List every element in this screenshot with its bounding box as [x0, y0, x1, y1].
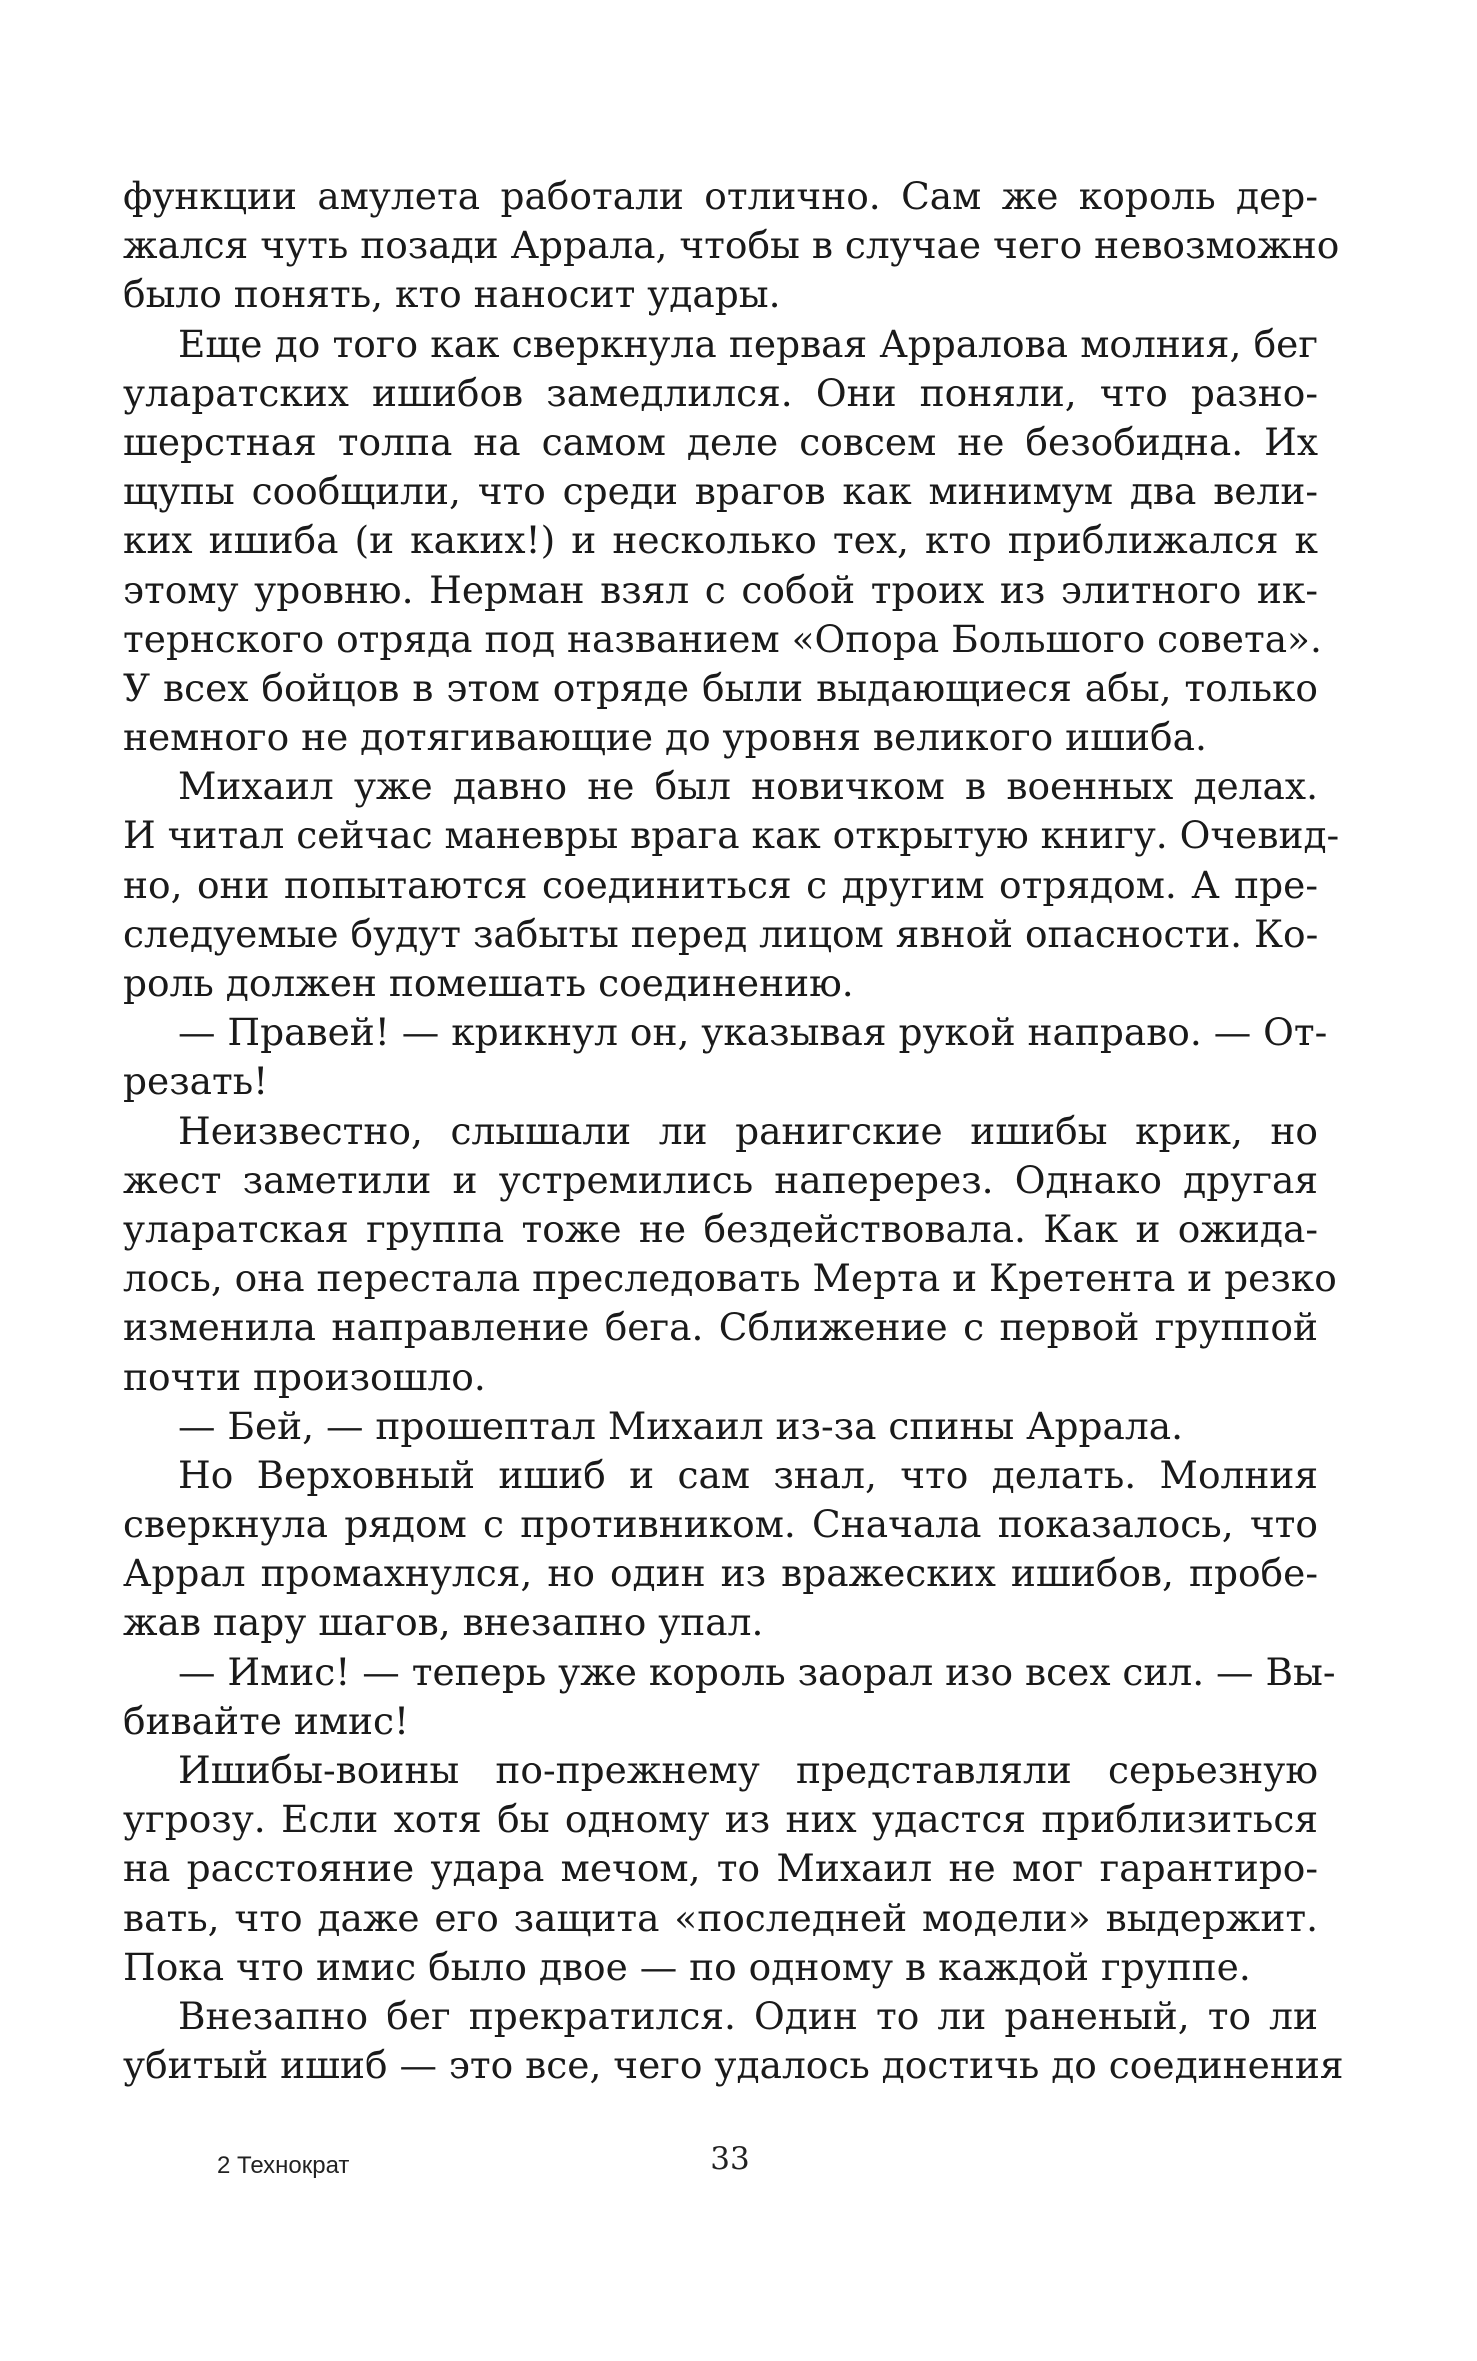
- text-line: Но Верховный ишиб и сам знал, что делать. Молния: [178, 1452, 1318, 1497]
- text-line: ких ишиба (и каких!) и несколько тех, кто приближался к: [123, 518, 1318, 563]
- text-line: тернского отряда под названием «Опора Большого совета».: [123, 616, 1322, 661]
- text-line: Ишибы-воины по-прежнему представляли серьезную: [178, 1748, 1318, 1792]
- text-line: жав пару шагов, внезапно упал.: [123, 1600, 764, 1645]
- text-line: на расстояние удара мечом, то Михаил не мог гарантиро-: [123, 1846, 1318, 1891]
- text-line: Михаил уже давно не был новичком в военных делах.: [178, 764, 1318, 809]
- text-line: Внезапно бег прекратился. Один то ли раненый, то ли: [178, 1993, 1318, 2038]
- text-line: убитый ишиб — это все, чего удалось достичь до соединения: [123, 2043, 1344, 2088]
- text-line: бивайте имис!: [123, 1698, 410, 1743]
- text-line: функции амулета работали отлично. Сам же король дер-: [123, 174, 1318, 218]
- text-line: следуемые будут забыты перед лицом явной опасности. Ко-: [123, 911, 1319, 956]
- text-line: почти произошло.: [123, 1354, 486, 1399]
- text-line: немного не дотягивающие до уровня великого ишиба.: [123, 715, 1207, 760]
- text-line: было понять, кто наносит удары.: [123, 272, 781, 317]
- text-line: сверкнула рядом с противником. Сначала показалось, что: [123, 1502, 1318, 1547]
- text-line: этому уровню. Нерман взял с собой троих из элитного ик-: [123, 567, 1318, 612]
- text-line: роль должен помешать соединению.: [123, 961, 854, 1005]
- text-line: Неизвестно, слышали ли ранигские ишибы крик, но: [178, 1108, 1318, 1153]
- text-line: уларатских ишибов замедлился. Они поняли, что разно-: [123, 370, 1318, 415]
- text-line: — Бей, — прошептал Михаил из-за спины Аррала.: [178, 1403, 1183, 1448]
- text-line: Аррал промахнулся, но один из вражеских ишибов, пробе-: [123, 1551, 1318, 1596]
- text-line: вать, что даже его защита «последней модели» выдержит.: [123, 1895, 1318, 1940]
- text-line: угрозу. Если хотя бы одному из них удастся приблизиться: [123, 1797, 1318, 1842]
- text-line: жест заметили и устремились наперерез. Однако другая: [123, 1157, 1318, 1202]
- text-line: шерстная толпа на самом деле совсем не безобидна. Их: [123, 419, 1318, 464]
- text-line: — Имис! — теперь уже король заорал изо всех сил. — Вы-: [178, 1649, 1336, 1694]
- text-line: уларатская группа тоже не бездействовала. Как и ожида-: [123, 1206, 1318, 1251]
- text-line: но, они попытаются соединиться с другим отрядом. А пре-: [123, 862, 1318, 907]
- text-line: жался чуть позади Аррала, чтобы в случае чего невозможно: [123, 223, 1340, 268]
- body-text: [123, 172, 1344, 2090]
- text-line: Еще до того как сверкнула первая Арралова молния, бег: [178, 321, 1318, 366]
- text-line: щупы сообщили, что среди врагов как минимум два вели-: [123, 469, 1318, 514]
- text-line: У всех бойцов в этом отряде были выдающиеся абы, только: [123, 665, 1318, 710]
- text-line: — Правей! — крикнул он, указывая рукой направо. — От-: [178, 1010, 1328, 1055]
- page-number: 33: [710, 2141, 750, 2177]
- text-line: Пока что имис было двое — по одному в каждой группе.: [123, 1944, 1251, 1989]
- text-line: резать!: [123, 1059, 269, 1104]
- text-line: И читал сейчас маневры врага как открытую книгу. Очевид-: [123, 813, 1340, 858]
- text-line: лось, она перестала преследовать Мерта и Кретента и резко: [123, 1256, 1337, 1301]
- text-line: изменила направление бега. Сближение с первой группой: [123, 1305, 1318, 1350]
- printer-signature: 2 Технократ: [217, 2152, 350, 2179]
